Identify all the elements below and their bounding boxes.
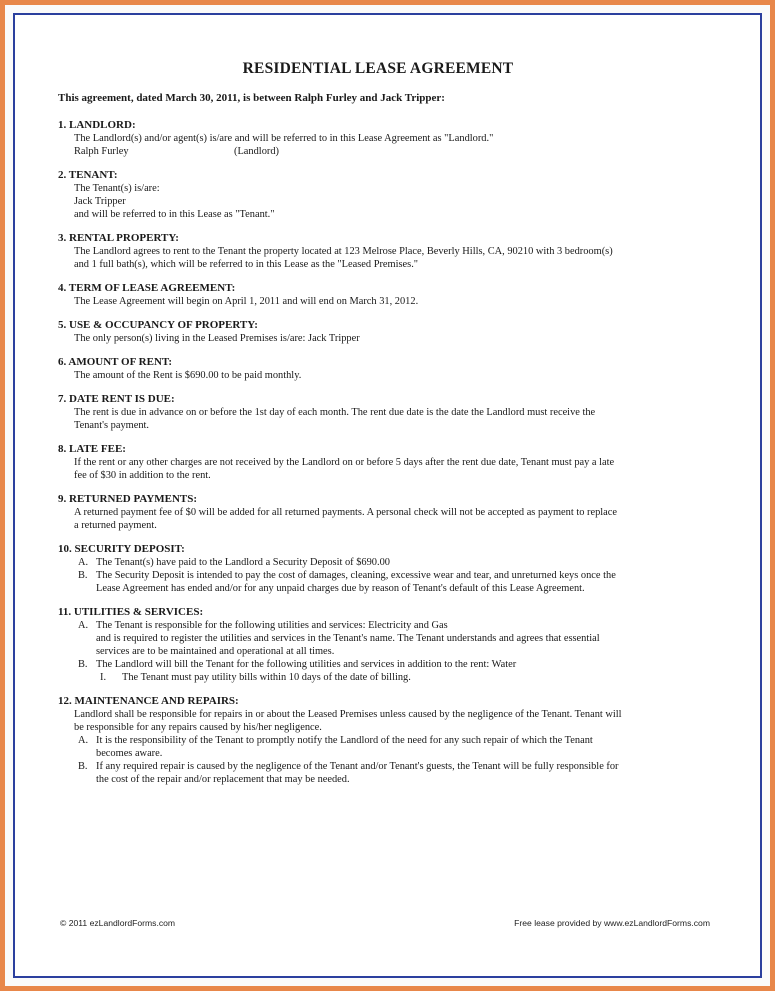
section-heading: 8. LATE FEE: xyxy=(58,443,126,455)
footer-copyright: © 2011 ezLandlordForms.com xyxy=(60,918,176,928)
section-rent-due xyxy=(58,393,698,432)
sub-list-item xyxy=(74,671,698,684)
list-marker: I. xyxy=(100,672,107,683)
section-heading: 6. AMOUNT OF RENT: xyxy=(58,356,173,368)
section-text: Tenant's payment. xyxy=(74,420,150,431)
section-heading: 5. USE & OCCUPANCY OF PROPERTY: xyxy=(58,319,258,331)
list-text-continued: and is required to register the utilities and services in the Tenant's name. The Tenant understands and agrees that essential xyxy=(96,633,600,644)
section-heading: 12. MAINTENANCE AND REPAIRS: xyxy=(58,695,239,707)
section-heading: 3. RENTAL PROPERTY: xyxy=(58,232,179,244)
list-text-continued: becomes aware. xyxy=(96,748,163,759)
section-text: The rent is due in advance on or before the 1st day of each month. The rent due date is the date the Landlord must receive the xyxy=(74,407,596,418)
list-marker: A. xyxy=(78,557,89,568)
section-heading: 2. TENANT: xyxy=(58,169,118,181)
section-text: Landlord shall be responsible for repairs in or about the Leased Premises unless caused by the negligence of the Tenant. Tenant will xyxy=(74,709,622,720)
footer-source: Free lease provided by www.ezLandlordForms.com xyxy=(514,918,710,928)
list-text: The Tenant(s) have paid to the Landlord a Security Deposit of $690.00 xyxy=(96,557,390,568)
section-text: The Landlord(s) and/or agent(s) is/are and will be referred to in this Lease Agreement as "Landlord." xyxy=(74,133,494,144)
intro-statement: This agreement, dated March 30, 2011, is between Ralph Furley and Jack Tripper: xyxy=(58,92,445,104)
list-text: The Tenant must pay utility bills within 10 days of the date of billing. xyxy=(122,672,411,683)
section-rental-property xyxy=(58,232,698,271)
section-term xyxy=(58,282,698,308)
section-heading: 10. SECURITY DEPOSIT: xyxy=(58,543,185,555)
section-text: be responsible for any repairs caused by his/her negligence. xyxy=(74,722,322,733)
section-text: The Tenant(s) is/are: xyxy=(74,183,160,194)
list-item xyxy=(74,734,698,747)
list-marker: B. xyxy=(78,570,88,581)
list-text: The Tenant is responsible for the following utilities and services: Electricity and Gas xyxy=(96,620,448,631)
section-rent-amount xyxy=(58,356,698,382)
list-text: The Security Deposit is intended to pay the cost of damages, cleaning, excessive wear and tear, and unreturned keys once the xyxy=(96,570,616,581)
section-returned-payments xyxy=(58,493,698,532)
list-marker: B. xyxy=(78,659,88,670)
section-text: The only person(s) living in the Leased Premises is/are: Jack Tripper xyxy=(74,333,360,344)
section-text: and 1 full bath(s), which will be referred to in this Lease as the "Leased Premises." xyxy=(74,259,419,270)
list-item xyxy=(74,658,698,671)
list-text-continued: the cost of the repair and/or replacement that may be needed. xyxy=(96,774,350,785)
section-occupancy xyxy=(58,319,698,345)
list-item xyxy=(74,556,698,569)
list-item xyxy=(74,760,698,773)
section-maintenance xyxy=(58,695,698,786)
section-text: a returned payment. xyxy=(74,520,157,531)
section-text: fee of $30 in addition to the rent. xyxy=(74,470,211,481)
section-heading: 1. LANDLORD: xyxy=(58,119,136,131)
list-item xyxy=(74,619,698,632)
document-title: RESIDENTIAL LEASE AGREEMENT xyxy=(242,60,514,77)
section-late-fee xyxy=(58,443,698,482)
tenant-name: Jack Tripper xyxy=(74,196,126,207)
list-item xyxy=(74,569,698,582)
section-heading: 11. UTILITIES & SERVICES: xyxy=(58,606,204,618)
list-text-continued: Lease Agreement has ended and/or for any unpaid charges due by reason of Tenant's default of this Lease Agreement. xyxy=(96,583,585,594)
section-security-deposit xyxy=(58,543,698,595)
list-text: It is the responsibility of the Tenant to promptly notify the Landlord of the need for any such repair of which the Tenant xyxy=(96,735,593,746)
section-landlord xyxy=(58,119,698,158)
list-text-continued: services are to be maintained and operational at all times. xyxy=(96,646,335,657)
lease-document xyxy=(58,60,698,797)
page-footer xyxy=(60,918,710,928)
section-heading: 9. RETURNED PAYMENTS: xyxy=(58,493,198,505)
section-heading: 4. TERM OF LEASE AGREEMENT: xyxy=(58,282,236,294)
list-text: If any required repair is caused by the negligence of the Tenant and/or Tenant's guests, the Tenant will be fully responsible for xyxy=(96,761,619,772)
section-text: If the rent or any other charges are not received by the Landlord on or before 5 days after the rent due date, Tenant must pay a late xyxy=(74,457,615,468)
landlord-name: Ralph Furley xyxy=(74,146,129,157)
section-text: A returned payment fee of $0 will be added for all returned payments. A personal check will not be accepted as payment to replace xyxy=(74,507,617,518)
section-text: The amount of the Rent is $690.00 to be paid monthly. xyxy=(74,370,302,381)
section-text: and will be referred to in this Lease as "Tenant." xyxy=(74,209,275,220)
list-marker: A. xyxy=(78,620,89,631)
section-text: The Lease Agreement will begin on April 1, 2011 and will end on March 31, 2012. xyxy=(74,296,419,307)
list-text: The Landlord will bill the Tenant for the following utilities and services in addition to the rent: Water xyxy=(96,659,517,670)
section-heading: 7. DATE RENT IS DUE: xyxy=(58,393,175,405)
landlord-role: (Landlord) xyxy=(234,146,280,157)
section-utilities xyxy=(58,606,698,684)
section-tenant xyxy=(58,169,698,221)
list-marker: B. xyxy=(78,761,88,772)
section-text: The Landlord agrees to rent to the Tenant the property located at 123 Melrose Place, Beverly Hills, CA, 90210 with 3 bedroom(s) xyxy=(74,246,613,257)
list-marker: A. xyxy=(78,735,89,746)
